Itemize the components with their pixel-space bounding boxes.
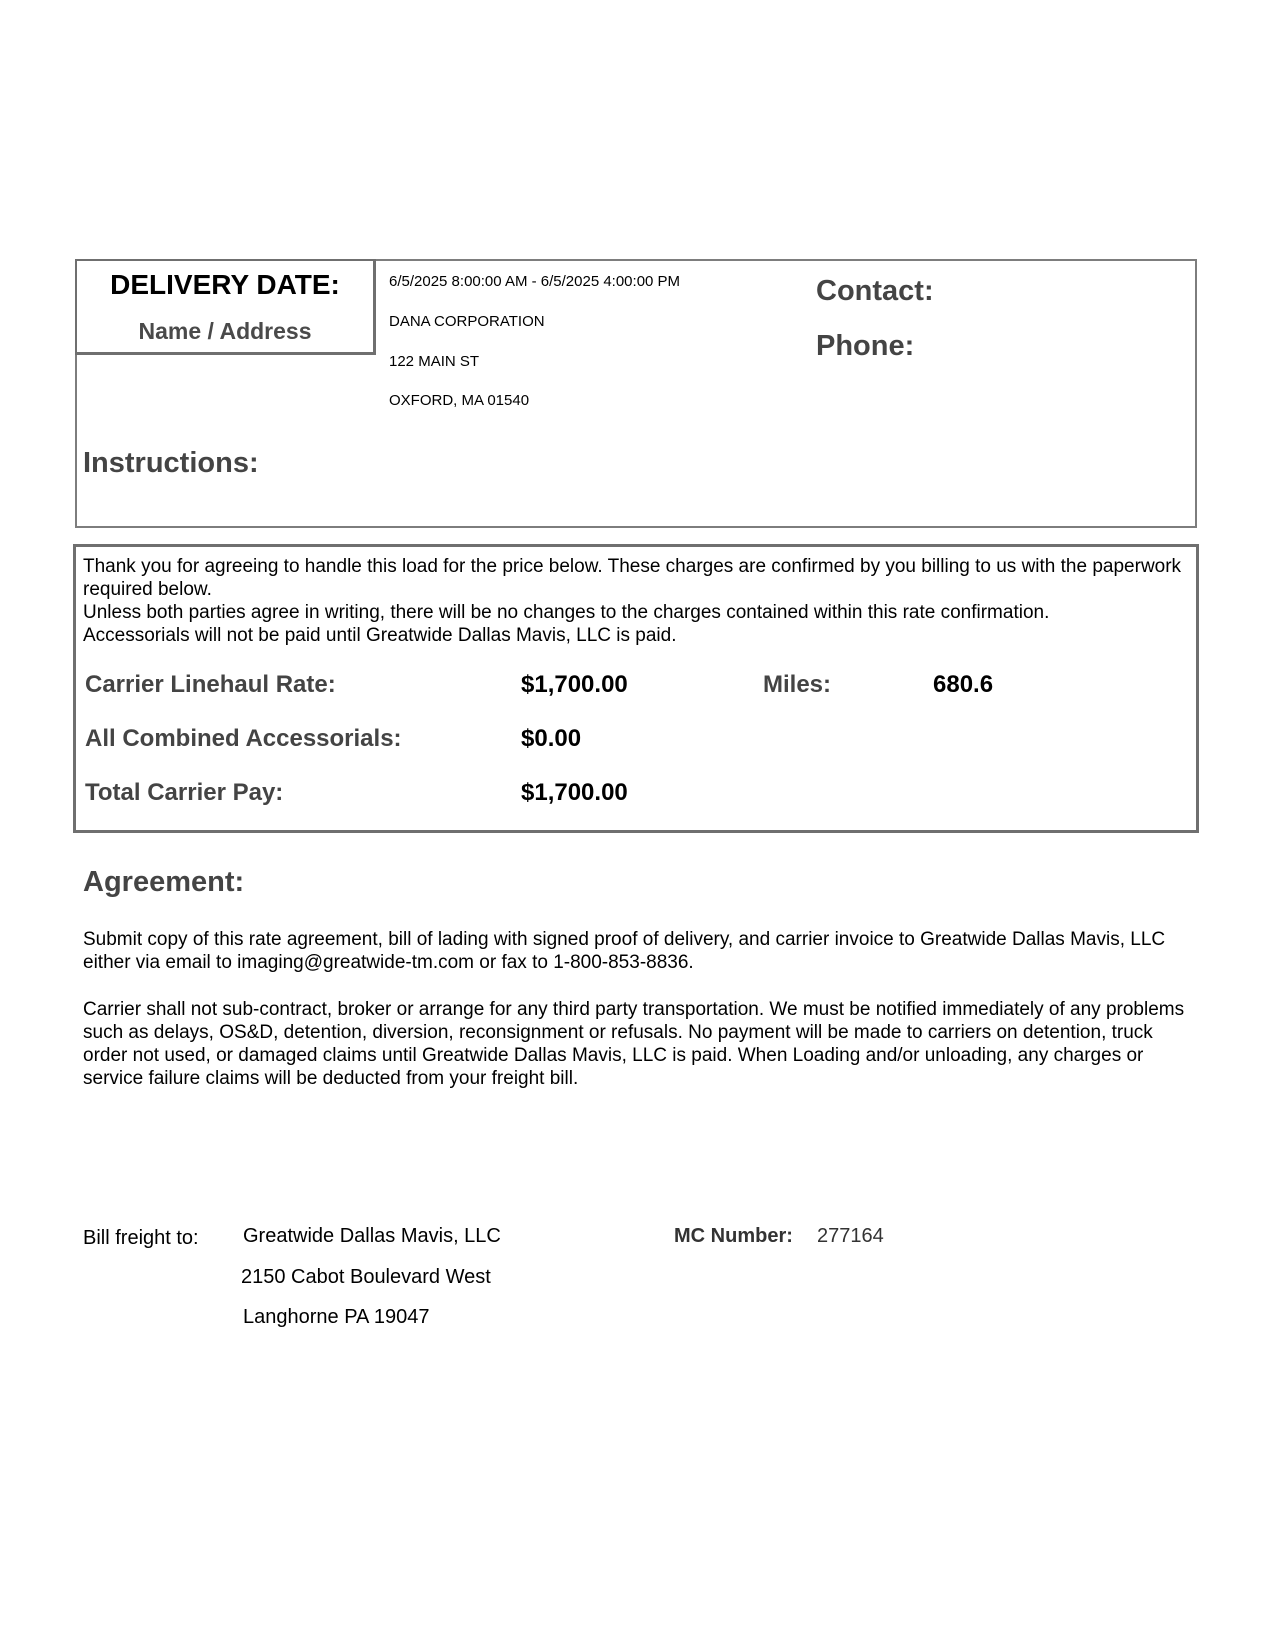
delivery-label-box <box>75 259 376 355</box>
miles-value: 680.6 <box>933 671 994 698</box>
rate-intro-line-2: Unless both parties agree in writing, there will be no changes to the charges contained within this rate confirmation. <box>83 602 1050 623</box>
agreement-heading: Agreement: <box>83 866 245 898</box>
name-address-label: Name / Address <box>138 318 312 344</box>
bill-city-state-zip: Langhorne PA 19047 <box>243 1306 430 1328</box>
contact-label: Contact: <box>816 275 934 307</box>
delivery-date-title: DELIVERY DATE: <box>110 269 340 300</box>
mc-number-value: 277164 <box>817 1225 884 1247</box>
agreement-paragraph-1: Submit copy of this rate agreement, bill of lading with signed proof of delivery, and carrier invoice to Greatwide Dallas Mavis, LLC either via email to imaging@greatwide-tm.com or fax to 1-800-853-8836. <box>83 929 1166 973</box>
accessorials-label: All Combined Accessorials: <box>85 725 402 752</box>
accessorials-value: $0.00 <box>521 725 582 752</box>
delivery-company: DANA CORPORATION <box>389 313 545 330</box>
bill-company: Greatwide Dallas Mavis, LLC <box>243 1225 501 1247</box>
delivery-date-range: 6/5/2025 8:00:00 AM - 6/5/2025 4:00:00 PM <box>389 273 681 290</box>
mc-number-label: MC Number: <box>674 1225 793 1247</box>
rate-intro-line-1: Thank you for agreeing to handle this load for the price below. These charges are confirmed by you billing to us with the paperwork required below. <box>83 556 1182 600</box>
phone-label: Phone: <box>816 330 915 362</box>
bill-freight-label: Bill freight to: <box>83 1227 199 1249</box>
rate-intro-line-3: Accessorials will not be paid until Greatwide Dallas Mavis, LLC is paid. <box>83 625 677 646</box>
agreement-paragraph-2: Carrier shall not sub-contract, broker or arrange for any third party transportation. We must be notified immediately of any problems such as delays, OS&D, detention, diversion, reconsignment or refusals. No payment will be made to carriers on detention, truck order not used, or damaged claims until Greatwide Dallas Mavis, LLC is paid. When Loading and/or unloading, any charges or service failure claims will be deducted from your freight bill. <box>83 999 1185 1089</box>
delivery-city-state-zip: OXFORD, MA 01540 <box>389 392 530 409</box>
linehaul-value: $1,700.00 <box>521 671 628 698</box>
instructions-label: Instructions: <box>83 447 259 479</box>
miles-label: Miles: <box>763 671 832 698</box>
total-pay-label: Total Carrier Pay: <box>85 779 284 806</box>
delivery-street: 122 MAIN ST <box>389 353 480 370</box>
bill-street: 2150 Cabot Boulevard West <box>241 1266 491 1288</box>
rate-intro <box>83 555 1193 647</box>
linehaul-label: Carrier Linehaul Rate: <box>85 671 336 698</box>
total-pay-value: $1,700.00 <box>521 779 628 806</box>
